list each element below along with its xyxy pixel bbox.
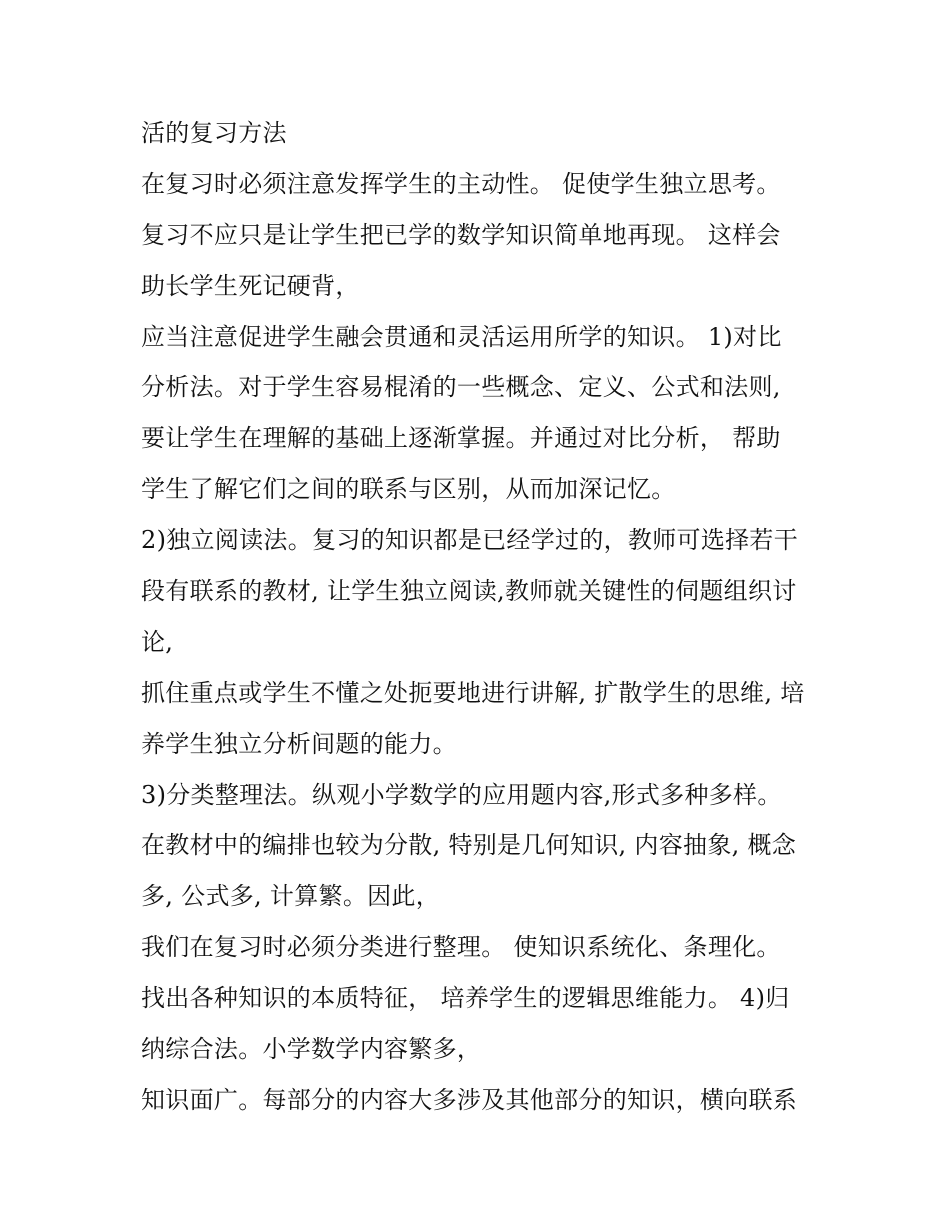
text-line: 3)分类整理法。纵观小学数学的应用题内容,形式多种多样。 [141,780,782,809]
text-line: 论, [141,627,174,656]
text-line: 我们在复习时必须分类进行整理。 使知识系统化、条理化。 [141,933,781,962]
text-line: 纳综合法。小学数学内容繁多， [141,1035,482,1064]
text-line: 养学生独立分析间题的能力。 [141,729,457,758]
text-line: 多, 公式多, 计算繁。因此， [141,882,441,911]
text-line: 抓住重点或学生不懂之处扼要地进行讲解, 扩散学生的思维, 培 [141,678,805,707]
text-line: 找出各种知识的本质特征， 培养学生的逻辑思维能力。 4)归 [141,984,790,1013]
text-line: 段有联系的教材, 让学生独立阅读,教师就关键性的伺题组织讨 [141,577,797,606]
text-line: 活的复习方法 [141,119,287,147]
text-line: 在复习时必须注意发挥学生的主动性。 促使学生独立思考。 [141,169,781,198]
text-line: 2)独立阅读法。复习的知识都是已经学过的，教师可选择若干 [141,526,799,555]
text-line: 学生了解它们之间的联系与区别，从而加深记忆。 [141,475,676,504]
body-text [141,108,821,1126]
text-line: 在教材中的编排也较为分散, 特别是几何知识, 内容抽象, 概念 [141,831,797,860]
text-line: 应当注意促进学生融会贯通和灵活运用所学的知识。 1)对比 [141,322,782,351]
text-line: 复习不应只是让学生把已学的数学知识简单地再现。 这样会 [141,220,781,249]
text-line: 助长学生死记硬背， [141,271,360,300]
text-line: 要让学生在理解的基础上逐渐掌握。并通过对比分析， 帮助 [141,424,781,453]
text-line: 分析法。对于学生容易棍淆的一些概念、定义、公式和法则, [141,373,781,402]
text-line: 知识面广。每部分的内容大多涉及其他部分的知识，横向联系 [141,1085,798,1114]
